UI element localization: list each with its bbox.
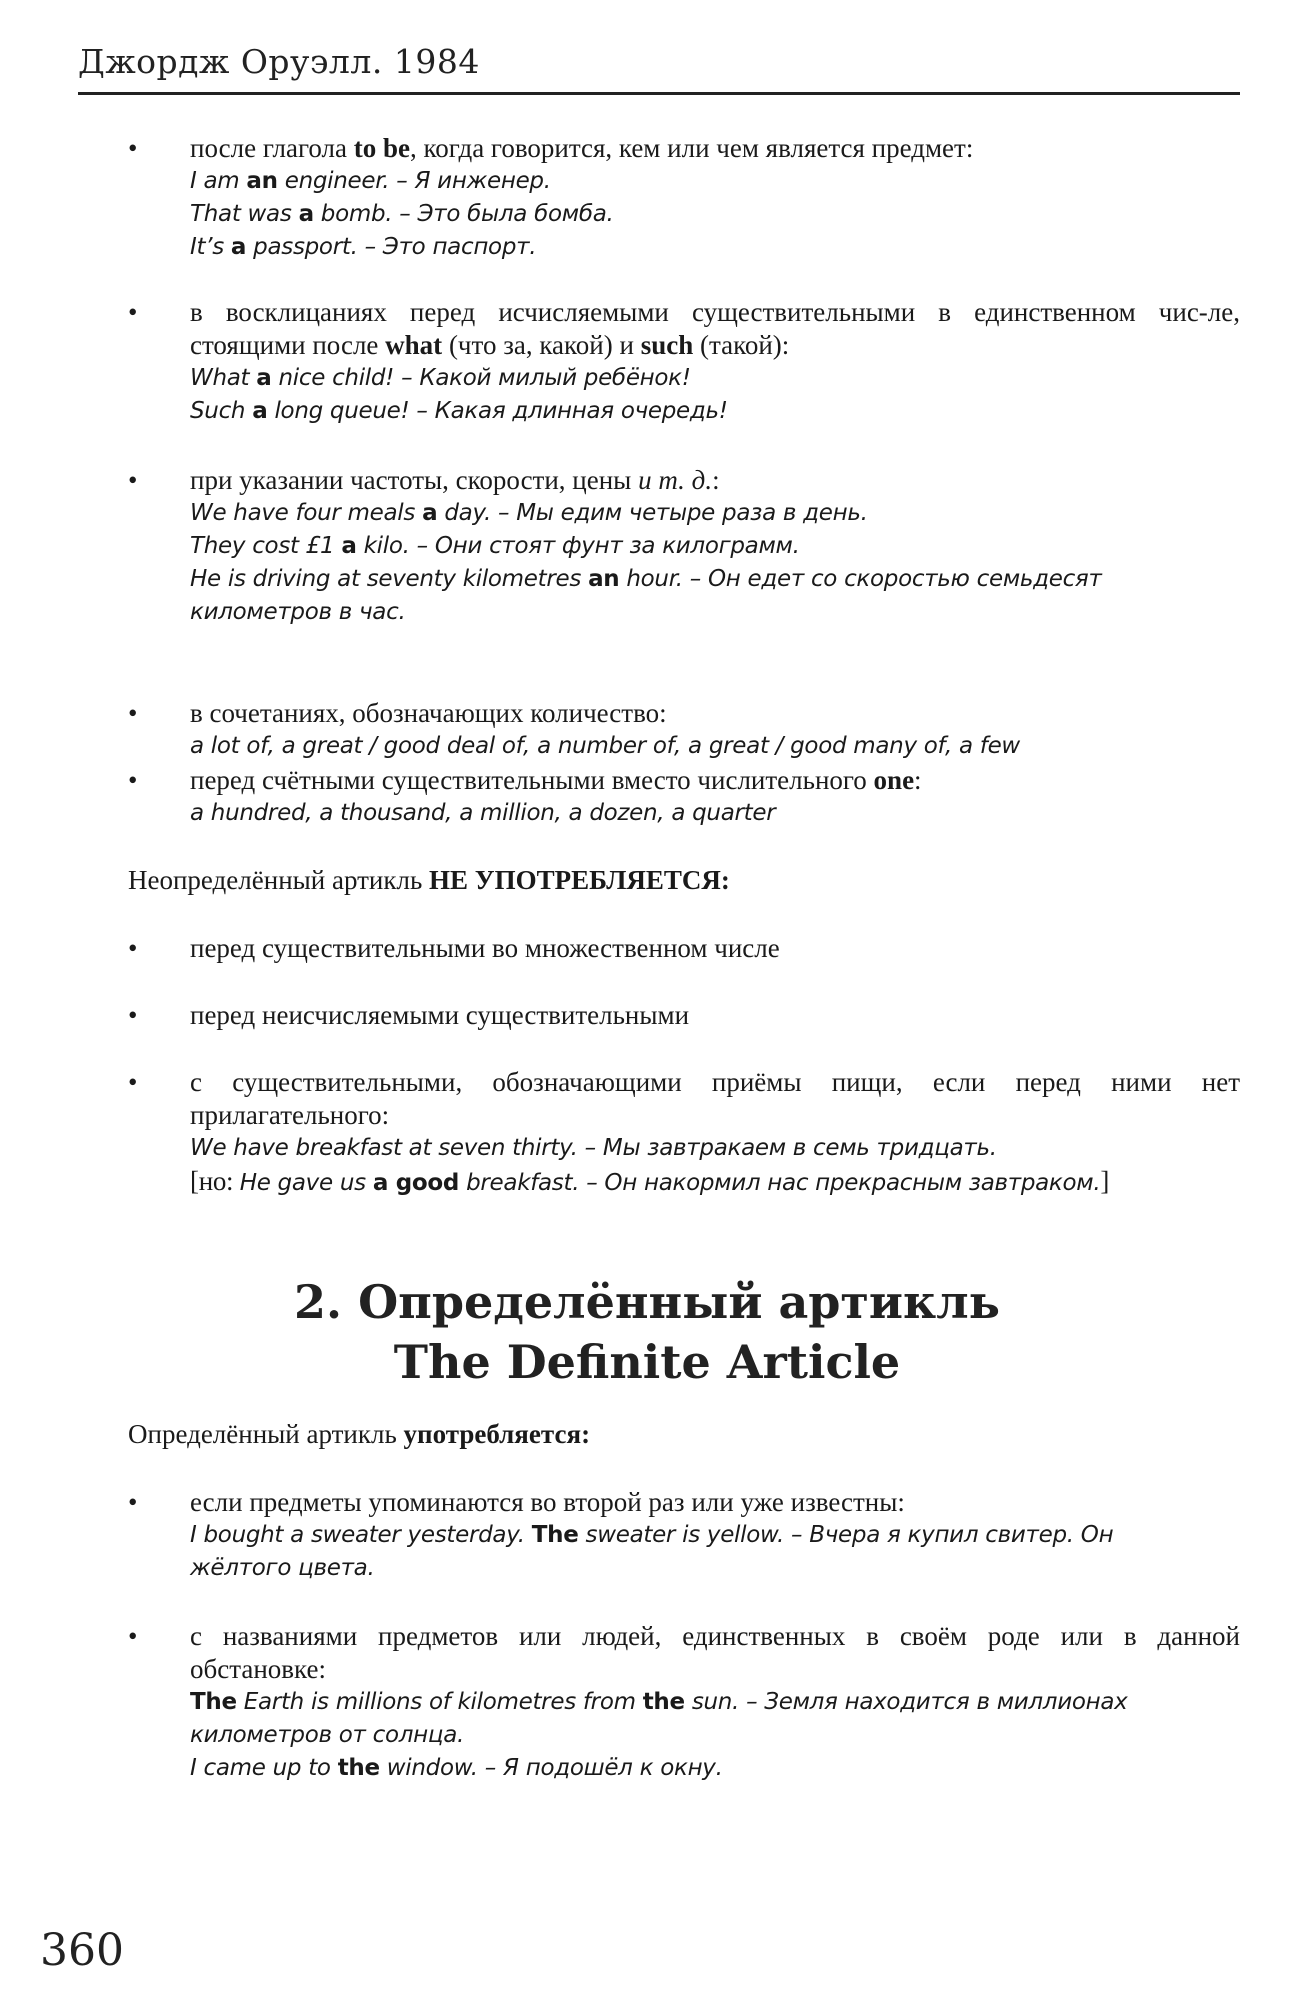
example: They cost £1 a kilo. – Они стоят фунт за килограмм. [190,533,800,559]
bullet-icon: • [128,1067,138,1097]
rule-text: с существительными, обозначающими приёмы пищи, если перед ними нет [190,1067,1240,1097]
definite-intro: Определённый артикль употребляется: [128,1419,591,1449]
list-item [128,999,1240,1032]
example: We have four meals a day. – Мы едим четыре раза в день. [190,500,868,526]
example: What a nice child! – Какой милый ребёнок! [190,365,691,391]
rule-text: в сочетаниях, обозначающих количество: [190,698,667,728]
section-title-ru: 2. Определённый артикль [294,1275,1000,1329]
bullet-icon: • [128,1000,138,1030]
example: Such a long queue! – Какая длинная очередь! [190,398,728,424]
example: I am an engineer. – Я инженер. [190,168,551,194]
example: километров в час. [190,599,406,625]
rule-text: перед существительными во множественном числе [190,933,780,963]
example: a hundred, a thousand, a million, a dozen, a quarter [190,800,776,826]
rule-text: перед неисчисляемыми существительными [190,1000,690,1030]
bullet-icon: • [128,133,138,163]
example: It’s a passport. – Это паспорт. [190,234,537,260]
bullet-icon: • [128,1621,138,1651]
list-item [128,1486,1240,1585]
example: The Earth is millions of kilometres from the sun. – Земля находится в миллионах [190,1689,1128,1715]
list-item [128,132,1240,264]
list-item [128,296,1240,428]
rule-text: обстановке: [190,1654,326,1684]
not-used-heading: Неопределённый артикль НЕ УПОТРЕБЛЯЕТСЯ: [128,865,730,895]
page-number: 360 [40,1925,124,1976]
bullet-icon: • [128,1487,138,1517]
example: We have breakfast at seven thirty. – Мы завтракаем в семь тридцать. [190,1135,997,1161]
list-item [128,1066,1240,1200]
rule-text: перед счётными существительными вместо числительного one: [190,765,922,795]
example: a lot of, a great / good deal of, a number of, a great / good many of, a few [190,733,1020,759]
running-header: Джордж Оруэлл. 1984 [78,42,480,81]
bullet-icon: • [128,933,138,963]
bullet-icon: • [128,465,138,495]
rule-text: при указании частоты, скорости, цены и т. д.: [190,465,720,495]
example: He is driving at seventy kilometres an hour. – Он едет со скоростью семьдесят [190,566,1102,592]
section-title-en: The Definite Article [393,1335,901,1389]
bullet-icon: • [128,698,138,728]
header-rule [78,92,1240,95]
note: [но: He gave us a good breakfast. – Он накормил нас прекрасным завтраком.] [190,1166,1110,1196]
rule-text: после глагола to be, когда говорится, кем или чем является предмет: [190,133,974,163]
example: жёлтого цвета. [190,1555,375,1581]
bullet-icon: • [128,765,138,795]
example: I bought a sweater yesterday. The sweater is yellow. – Вчера я купил свитер. Он [190,1522,1114,1548]
example: That was a bomb. – Это была бомба. [190,201,614,227]
rule-text: прилагательного: [190,1100,390,1130]
list-item [128,697,1240,763]
list-item [128,1620,1240,1785]
list-item [128,464,1240,629]
list-item [128,764,1240,830]
list-item [128,932,1240,965]
example: километров от солнца. [190,1722,465,1748]
bullet-icon: • [128,297,138,327]
rule-text: если предметы упоминаются во второй раз или уже известны: [190,1487,905,1517]
example: I came up to the window. – Я подошёл к окну. [190,1755,723,1781]
rule-text: с названиями предметов или людей, единственных в своём роде или в данной [190,1621,1240,1651]
rule-text: в восклицаниях перед исчисляемыми существительными в единственном чис-ле, стоящими после what (что за, какой) и such (такой): [190,297,1240,360]
